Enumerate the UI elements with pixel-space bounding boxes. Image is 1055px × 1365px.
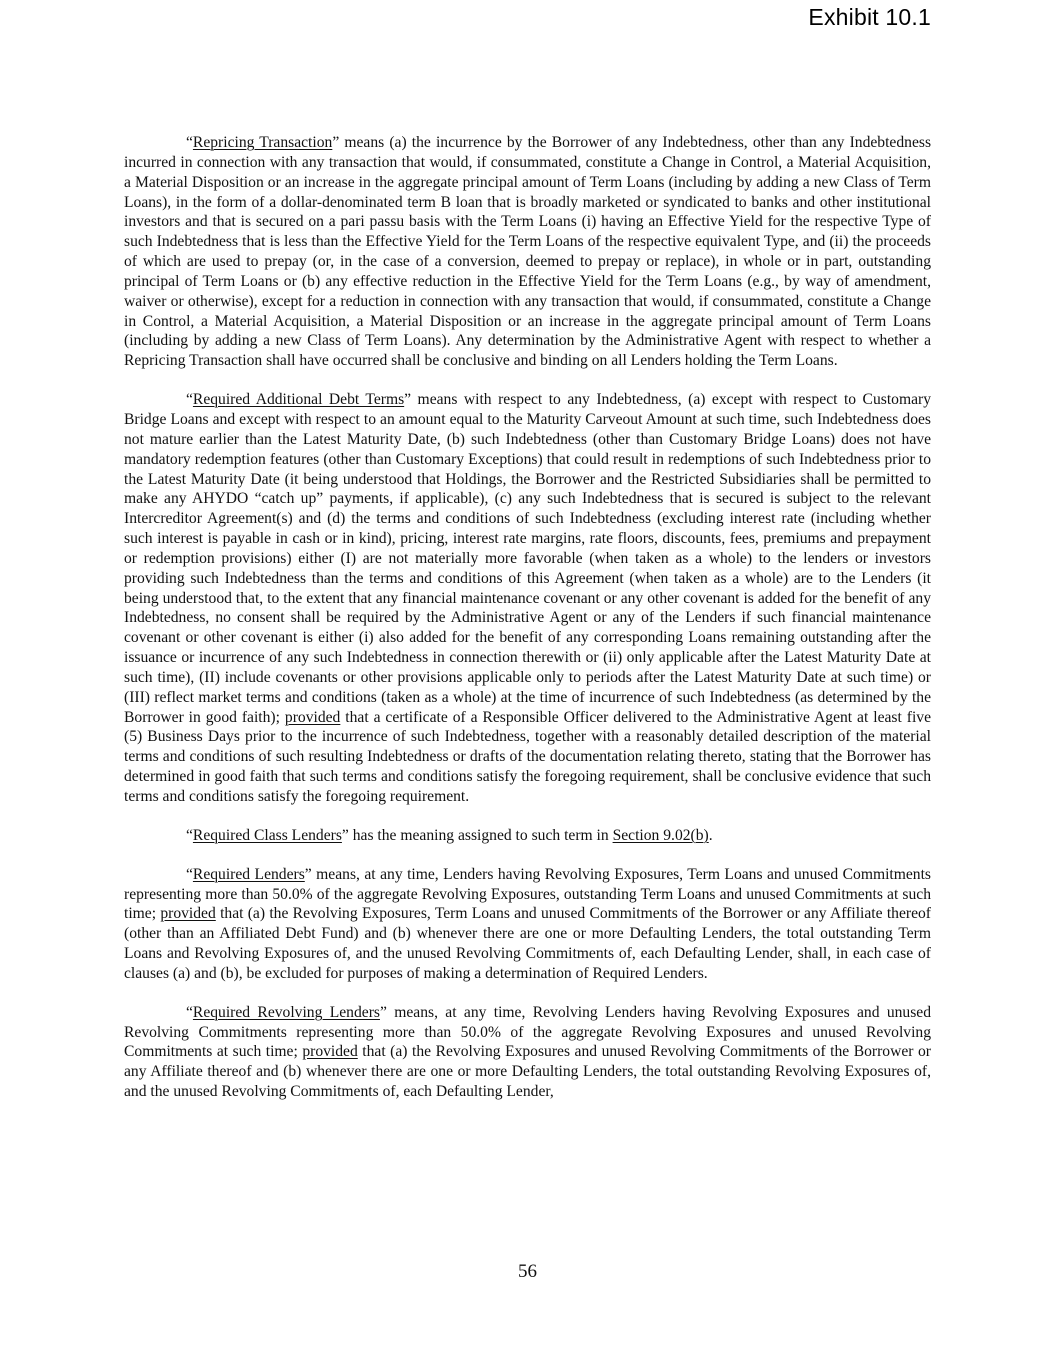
definition-text-continued: that (a) the Revolving Exposures and unused Revolving Commitments of the Borrower or any Affiliate thereof and (b) whenever there are one or more Defaulting Lenders, the total outstanding Revolving Exposures of, and the unused Revolving Commitments of, each Defaulting Lender, (124, 1043, 931, 1101)
provided-term: provided (302, 1043, 358, 1061)
exhibit-label: Exhibit 10.1 (808, 4, 931, 30)
definition-text-continued: that (a) the Revolving Exposures, Term Loans and unused Commitments of the Borrower or any Affiliate thereof (other than an Affiliated Debt Fund) and (b) whenever there are one or more Defaulting Lenders, the total outstanding Term Loans and Revolving Exposures of, and the unused Revolving Commitments of, each Defaulting Lender, shall, in each case of clauses (a) and (b), be excluded for purposes of making a determination of Required Lenders. (124, 905, 931, 982)
definition-text: ” means with respect to any Indebtedness, (a) except with respect to Customary Bridge Loans and except with respect to an amount equal to the Maturity Carveout Amount at such time, such Indebtedness does not mature earlier than the Latest Maturity Date, (b) such Indebtedness (other than Customary Bridge Loans) does not have mandatory redemption features (other than Customary Exceptions) that could result in redemptions of such Indebtedness prior to the Latest Maturity Date (it being understood that Holdings, the Borrower and the Restricted Subsidiaries shall be permitted to make any AHYDO “catch up” payments, if applicable), (c) any such Indebtedness that is secured is subject to the relevant Intercreditor Agreement(s) and (d) the terms and conditions of such Indebtedness (excluding interest rate (including whether such interest is payable in cash or in kind), pricing, interest rate margins, rate floors, discounts, fees, premiums and prepayment or redemption provisions) either (I) are not materially more favorable (when taken as a whole) to the lenders or investors providing such Indebtedness than the terms and conditions of this Agreement (when taken as a whole) are to the Lenders (it being understood that, to the extent that any financial maintenance covenant or any other covenant is added for the benefit of any Indebtedness, no consent shall be required by the Administrative Agent or any of the Lenders if such financial maintenance covenant or other covenant is either (i) also added for the benefit of any corresponding Loans remaining outstanding after the issuance or incurrence of any such Indebtedness in connection therewith or (ii) only applicable after the Latest Maturity Date at such time), (II) include covenants or other provisions applicable only to periods after the Latest Maturity Date at such time) or (III) reflect market terms and conditions (taken as a whole) at the time of incurrence of such Indebtedness (as determined by the Borrower in good faith); (124, 391, 931, 726)
definition-required-revolving-lenders (124, 1003, 931, 1102)
document-body (124, 133, 931, 1121)
definition-text: ” means, at any time, Lenders having Revolving Exposures, Term Loans and unused Commitments representing more than 50.0% of the aggregate Revolving Exposures, outstanding Term Loans and unused Commitments at such time; (124, 865, 931, 923)
definition-text: ” means, at any time, Revolving Lenders having Revolving Exposures and unused Revolving Commitments representing more than 50.0% of the aggregate Revolving Exposures and unused Revolving Commitments at such time; (124, 1003, 932, 1061)
definition-text-continued: . (708, 826, 713, 844)
provided-term: provided (160, 905, 216, 923)
open-quote: “ (186, 391, 193, 409)
open-quote: “ (186, 134, 193, 151)
defined-term: Required Additional Debt Terms (192, 391, 405, 409)
section-reference: Section 9.02(b) (612, 826, 709, 844)
provided-term: provided (284, 708, 341, 726)
defined-term: Required Revolving Lenders (192, 1003, 380, 1021)
page-number: 56 (518, 1261, 537, 1282)
definition-required-additional-debt-terms (124, 390, 931, 807)
definition-text: ” has the meaning assigned to such term in (341, 826, 613, 844)
defined-term: Required Lenders (192, 865, 305, 883)
defined-term: Required Class Lenders (192, 826, 342, 844)
defined-term: Repricing Transaction (192, 134, 333, 151)
definition-required-class-lenders (124, 826, 931, 846)
open-quote: “ (186, 826, 193, 844)
open-quote: “ (186, 865, 193, 883)
definition-text-continued: that a certificate of a Responsible Officer delivered to the Administrative Agent at least five (5) Business Days prior to the incurrence of such Indebtedness, together with a reasonably detailed description of the material terms and conditions of such resulting Indebtedness or drafts of the documentation relating thereto, stating that the Borrower has determined in good faith that such terms and conditions satisfy the foregoing requirement, shall be conclusive evidence that such terms and conditions satisfy the foregoing requirement. (124, 708, 931, 805)
open-quote: “ (186, 1003, 193, 1021)
definition-text: ” means (a) the incurrence by the Borrower of any Indebtedness, other than any Indebtedness incurred in connection with any transaction that would, if consummated, constitute a Change in Control, a Material Acquisition, a Material Disposition or an increase in the aggregate principal amount of Term Loans (including by adding a new Class of Term Loans), in the form of a dollar-denominated term B loan that is broadly marketed or syndicated to banks and other institutional investors and that is secured on a pari passu basis with the Term Loans (i) having an Effective Yield for the respective Type of such Indebtedness that is less than the Effective Yield for the Term Loans of the respective equivalent Type, and (ii) the proceeds of which are used to prepay (or, in the case of a conversion, deemed to prepay or replace), in whole or in part, outstanding principal of Term Loans or (b) any effective reduction in the Effective Yield for the Term Loans (e.g., by way of amendment, waiver or otherwise), except for a reduction in connection with any transaction that would, if consummated, constitute a Change in Control, a Material Acquisition, a Material Disposition or an increase in the aggregate principal amount of Term Loans (including by adding a new Class of Term Loans). Any determination by the Administrative Agent with respect to whether a Repricing Transaction shall have occurred shall be conclusive and binding on all Lenders holding the Term Loans. (124, 134, 932, 370)
definition-repricing-transaction (124, 133, 931, 371)
definition-required-lenders (124, 865, 931, 984)
